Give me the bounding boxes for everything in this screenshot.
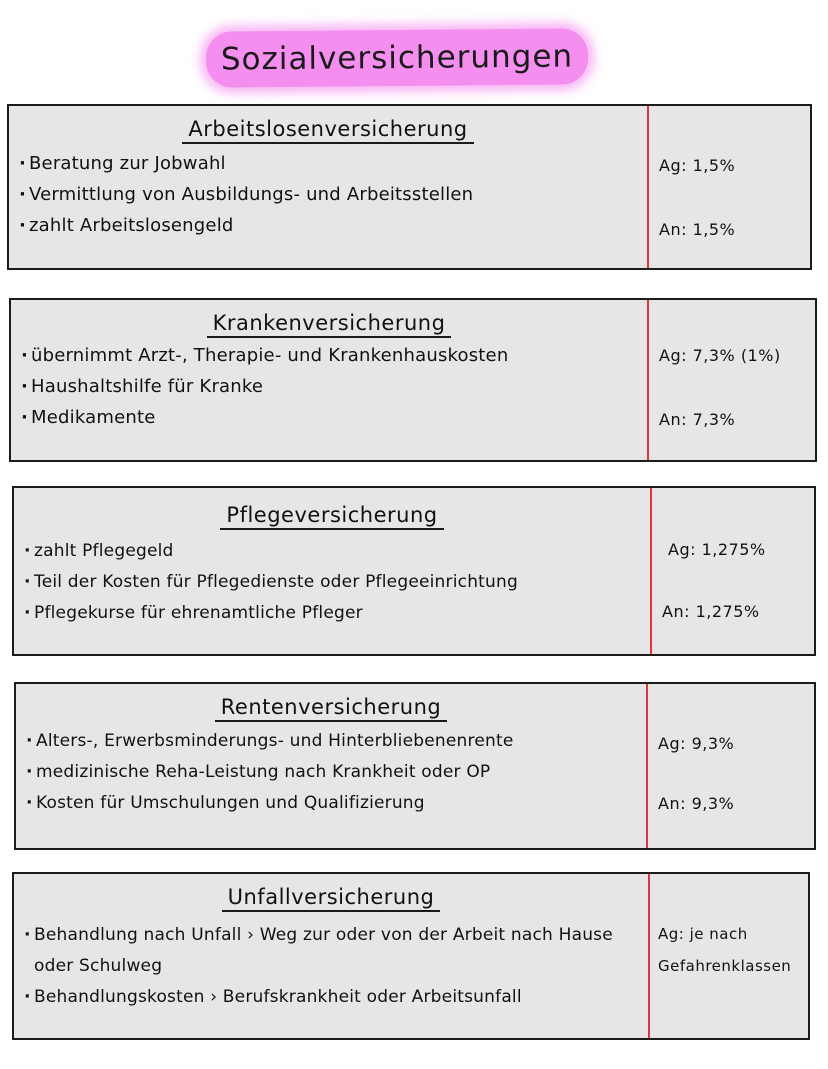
rate-note (658, 918, 791, 982)
card-content (11, 300, 647, 460)
card-content (16, 684, 646, 848)
list-item: · Haushaltshilfe für Kranke (21, 371, 641, 402)
list-item: · Behandlungskosten › Berufskrankheit oder Arbeitsunfall (24, 982, 618, 1013)
card-pflegeversicherung (12, 486, 816, 656)
list-item: · Pflegekurse für ehrenamtliche Pfleger (24, 598, 644, 629)
list-item: · medizinische Reha-Leistung nach Krankheit oder OP (26, 757, 640, 788)
rate-employee: An: 1,5% (659, 220, 736, 239)
card-heading: Arbeitslosenversicherung (9, 116, 647, 144)
card-unfallversicherung (12, 872, 810, 1040)
rates-column (652, 488, 814, 654)
card-heading: Krankenversicherung (11, 310, 647, 338)
bullet-list (24, 920, 618, 1013)
page-title-text: Sozialversicherungen (220, 38, 574, 78)
list-item: · Behandlung nach Unfall › Weg zur oder von der Arbeit nach Hause oder Schulweg (24, 920, 618, 982)
bullet-list (24, 536, 644, 629)
rate-employee: An: 9,3% (658, 794, 735, 813)
bullet-list (19, 148, 641, 241)
card-rentenversicherung (14, 682, 816, 850)
rates-column (649, 106, 810, 268)
bullet-list (21, 340, 641, 433)
card-content (14, 874, 648, 1038)
rates-column (648, 684, 814, 848)
list-item: · Teil der Kosten für Pflegedienste oder Pflegeeinrichtung (24, 567, 644, 598)
card-heading: Rentenversicherung (16, 694, 646, 722)
page-title (206, 28, 588, 87)
rate-employer: Ag: 7,3% (1%) (659, 346, 781, 365)
rate-employee: An: 1,275% (662, 602, 760, 621)
list-item: · Alters-, Erwerbsminderungs- und Hinterbliebenenrente (26, 726, 640, 757)
list-item: · Vermittlung von Ausbildungs- und Arbeitsstellen (19, 179, 641, 210)
rate-employer: Ag: 1,5% (659, 156, 736, 175)
list-item: · Kosten für Umschulungen und Qualifizierung (26, 788, 640, 819)
rate-note-line: Ag: je nach (658, 925, 748, 943)
list-item: · zahlt Arbeitslosengeld (19, 210, 641, 241)
list-item: · zahlt Pflegegeld (24, 536, 644, 567)
bullet-list (26, 726, 640, 819)
card-arbeitslosenversicherung (7, 104, 812, 270)
rates-column (650, 874, 808, 1038)
list-item: · Beratung zur Jobwahl (19, 148, 641, 179)
list-item: · Medikamente (21, 402, 641, 433)
card-content (14, 488, 650, 654)
card-heading: Unfallversicherung (14, 884, 648, 912)
rate-employer: Ag: 1,275% (668, 540, 766, 559)
list-item: · übernimmt Arzt-, Therapie- und Krankenhauskosten (21, 340, 641, 371)
rate-employer: Ag: 9,3% (658, 734, 735, 753)
card-content (9, 106, 647, 268)
rate-note-line: Gefahrenklassen (658, 957, 792, 975)
card-heading: Pflegeversicherung (14, 502, 650, 530)
rate-employee: An: 7,3% (659, 410, 736, 429)
rates-column (649, 300, 815, 460)
card-krankenversicherung (9, 298, 817, 462)
